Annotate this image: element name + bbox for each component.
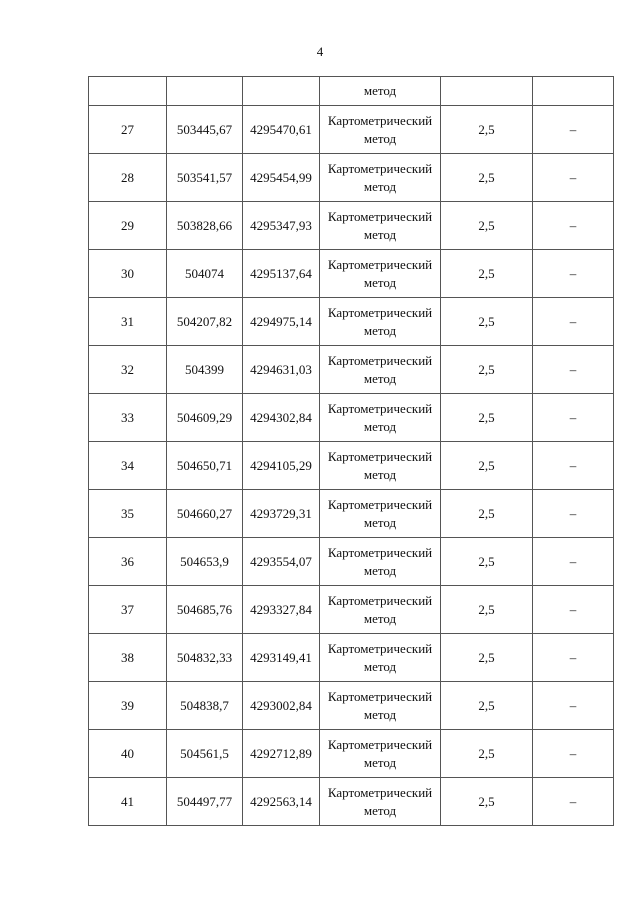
cell-number: 30 <box>89 250 167 298</box>
method-line: Картометрический <box>327 592 433 608</box>
method-line: Картометрический <box>327 736 433 752</box>
cell-number: 39 <box>89 682 167 730</box>
table-row <box>89 634 614 682</box>
method-line: Картометрический <box>327 208 433 224</box>
method-line: метод <box>363 178 397 194</box>
method-line: метод <box>363 610 397 626</box>
cell-accuracy: 2,5 <box>441 634 533 682</box>
method-line: Картометрический <box>327 496 433 512</box>
table-row <box>89 250 614 298</box>
cell-x: 504561,5 <box>167 730 243 778</box>
cell-y: 4292712,89 <box>243 730 320 778</box>
cell-number: 36 <box>89 538 167 586</box>
cell-method <box>320 730 441 778</box>
cell-accuracy: 2,5 <box>441 298 533 346</box>
method-line: Картометрический <box>327 400 433 416</box>
table-row <box>89 586 614 634</box>
cell-x: 503445,67 <box>167 106 243 154</box>
cell-method <box>320 394 441 442</box>
cell-number: 28 <box>89 154 167 202</box>
cell-note: – <box>533 394 614 442</box>
cell-number: 37 <box>89 586 167 634</box>
method-line: метод <box>363 562 397 578</box>
cell-y: 4293149,41 <box>243 634 320 682</box>
cell-number: 40 <box>89 730 167 778</box>
cell-accuracy: 2,5 <box>441 346 533 394</box>
cell-accuracy: 2,5 <box>441 202 533 250</box>
cell-y: 4293002,84 <box>243 682 320 730</box>
cell-y: 4293327,84 <box>243 586 320 634</box>
cell-x: 504609,29 <box>167 394 243 442</box>
table-row <box>89 394 614 442</box>
method-line: метод <box>363 802 397 818</box>
cell-method <box>320 778 441 826</box>
cell-x: 503541,57 <box>167 154 243 202</box>
cell-method <box>320 298 441 346</box>
cell-y: 4294105,29 <box>243 442 320 490</box>
method-line: Картометрический <box>327 688 433 704</box>
method-line: метод <box>363 274 397 290</box>
cell-method <box>320 442 441 490</box>
cell-accuracy: 2,5 <box>441 778 533 826</box>
cell-note: – <box>533 730 614 778</box>
table-row <box>89 106 614 154</box>
method-line: метод <box>363 370 397 386</box>
cell-y: 4295454,99 <box>243 154 320 202</box>
cell-x: 504838,7 <box>167 682 243 730</box>
method-line: Картометрический <box>327 256 433 272</box>
method-line: метод <box>363 706 397 722</box>
cell-number: 33 <box>89 394 167 442</box>
cell-note: – <box>533 778 614 826</box>
cell-y <box>243 77 320 106</box>
cell-y: 4294975,14 <box>243 298 320 346</box>
table-row <box>89 778 614 826</box>
cell-method <box>320 682 441 730</box>
cell-x: 504660,27 <box>167 490 243 538</box>
cell-x: 504832,33 <box>167 634 243 682</box>
cell-y: 4295470,61 <box>243 106 320 154</box>
cell-note: – <box>533 298 614 346</box>
cell-number: 29 <box>89 202 167 250</box>
cell-number <box>89 77 167 106</box>
cell-note: – <box>533 634 614 682</box>
cell-accuracy: 2,5 <box>441 490 533 538</box>
method-line: Картометрический <box>327 112 433 128</box>
cell-accuracy: 2,5 <box>441 154 533 202</box>
cell-x: 504497,77 <box>167 778 243 826</box>
cell-method: метод <box>320 77 441 106</box>
cell-x: 504685,76 <box>167 586 243 634</box>
cell-number: 27 <box>89 106 167 154</box>
cell-y: 4294302,84 <box>243 394 320 442</box>
cell-y: 4293729,31 <box>243 490 320 538</box>
table-row <box>89 154 614 202</box>
method-line: Картометрический <box>327 640 433 656</box>
cell-method <box>320 634 441 682</box>
cell-note: – <box>533 250 614 298</box>
method-line: метод <box>363 754 397 770</box>
cell-number: 38 <box>89 634 167 682</box>
cell-method <box>320 202 441 250</box>
method-line: метод <box>363 226 397 242</box>
table-row <box>89 682 614 730</box>
cell-accuracy: 2,5 <box>441 730 533 778</box>
method-line: метод <box>363 466 397 482</box>
method-line: Картометрический <box>327 784 433 800</box>
method-line: Картометрический <box>327 304 433 320</box>
method-line: метод <box>363 658 397 674</box>
method-line: метод <box>363 130 397 146</box>
cell-accuracy: 2,5 <box>441 538 533 586</box>
cell-y: 4293554,07 <box>243 538 320 586</box>
coordinates-table-body <box>89 77 614 826</box>
cell-x: 504207,82 <box>167 298 243 346</box>
cell-note: – <box>533 538 614 586</box>
cell-note: – <box>533 490 614 538</box>
cell-method <box>320 538 441 586</box>
method-line: метод <box>363 514 397 530</box>
method-line: Картометрический <box>327 352 433 368</box>
cell-x: 504650,71 <box>167 442 243 490</box>
cell-number: 35 <box>89 490 167 538</box>
cell-y: 4294631,03 <box>243 346 320 394</box>
cell-note: – <box>533 202 614 250</box>
continuation-row <box>89 77 614 106</box>
cell-note: – <box>533 154 614 202</box>
cell-number: 34 <box>89 442 167 490</box>
method-line: Картометрический <box>327 160 433 176</box>
cell-note: – <box>533 442 614 490</box>
page-number: 4 <box>316 44 324 59</box>
cell-accuracy: 2,5 <box>441 250 533 298</box>
cell-note: – <box>533 106 614 154</box>
cell-method <box>320 250 441 298</box>
cell-note: – <box>533 346 614 394</box>
cell-method <box>320 154 441 202</box>
cell-accuracy: 2,5 <box>441 106 533 154</box>
cell-number: 41 <box>89 778 167 826</box>
cell-method <box>320 586 441 634</box>
table-row <box>89 490 614 538</box>
method-line: Картометрический <box>327 544 433 560</box>
table-row <box>89 298 614 346</box>
cell-y: 4292563,14 <box>243 778 320 826</box>
cell-note: – <box>533 586 614 634</box>
cell-method <box>320 490 441 538</box>
cell-number: 31 <box>89 298 167 346</box>
cell-note: – <box>533 682 614 730</box>
table-row <box>89 442 614 490</box>
cell-accuracy: 2,5 <box>441 682 533 730</box>
table-row <box>89 202 614 250</box>
cell-y: 4295137,64 <box>243 250 320 298</box>
cell-x: 503828,66 <box>167 202 243 250</box>
cell-note <box>533 77 614 106</box>
cell-y: 4295347,93 <box>243 202 320 250</box>
cell-accuracy: 2,5 <box>441 394 533 442</box>
table-row <box>89 538 614 586</box>
cell-method <box>320 346 441 394</box>
method-line: Картометрический <box>327 448 433 464</box>
cell-x: 504399 <box>167 346 243 394</box>
table-row <box>89 346 614 394</box>
cell-number: 32 <box>89 346 167 394</box>
cell-method <box>320 106 441 154</box>
method-line: метод <box>363 322 397 338</box>
cell-x: 504074 <box>167 250 243 298</box>
coordinates-table <box>88 76 614 826</box>
cell-x: 504653,9 <box>167 538 243 586</box>
cell-accuracy: 2,5 <box>441 586 533 634</box>
cell-accuracy <box>441 77 533 106</box>
cell-accuracy: 2,5 <box>441 442 533 490</box>
cell-x <box>167 77 243 106</box>
table-row <box>89 730 614 778</box>
method-line: метод <box>363 418 397 434</box>
